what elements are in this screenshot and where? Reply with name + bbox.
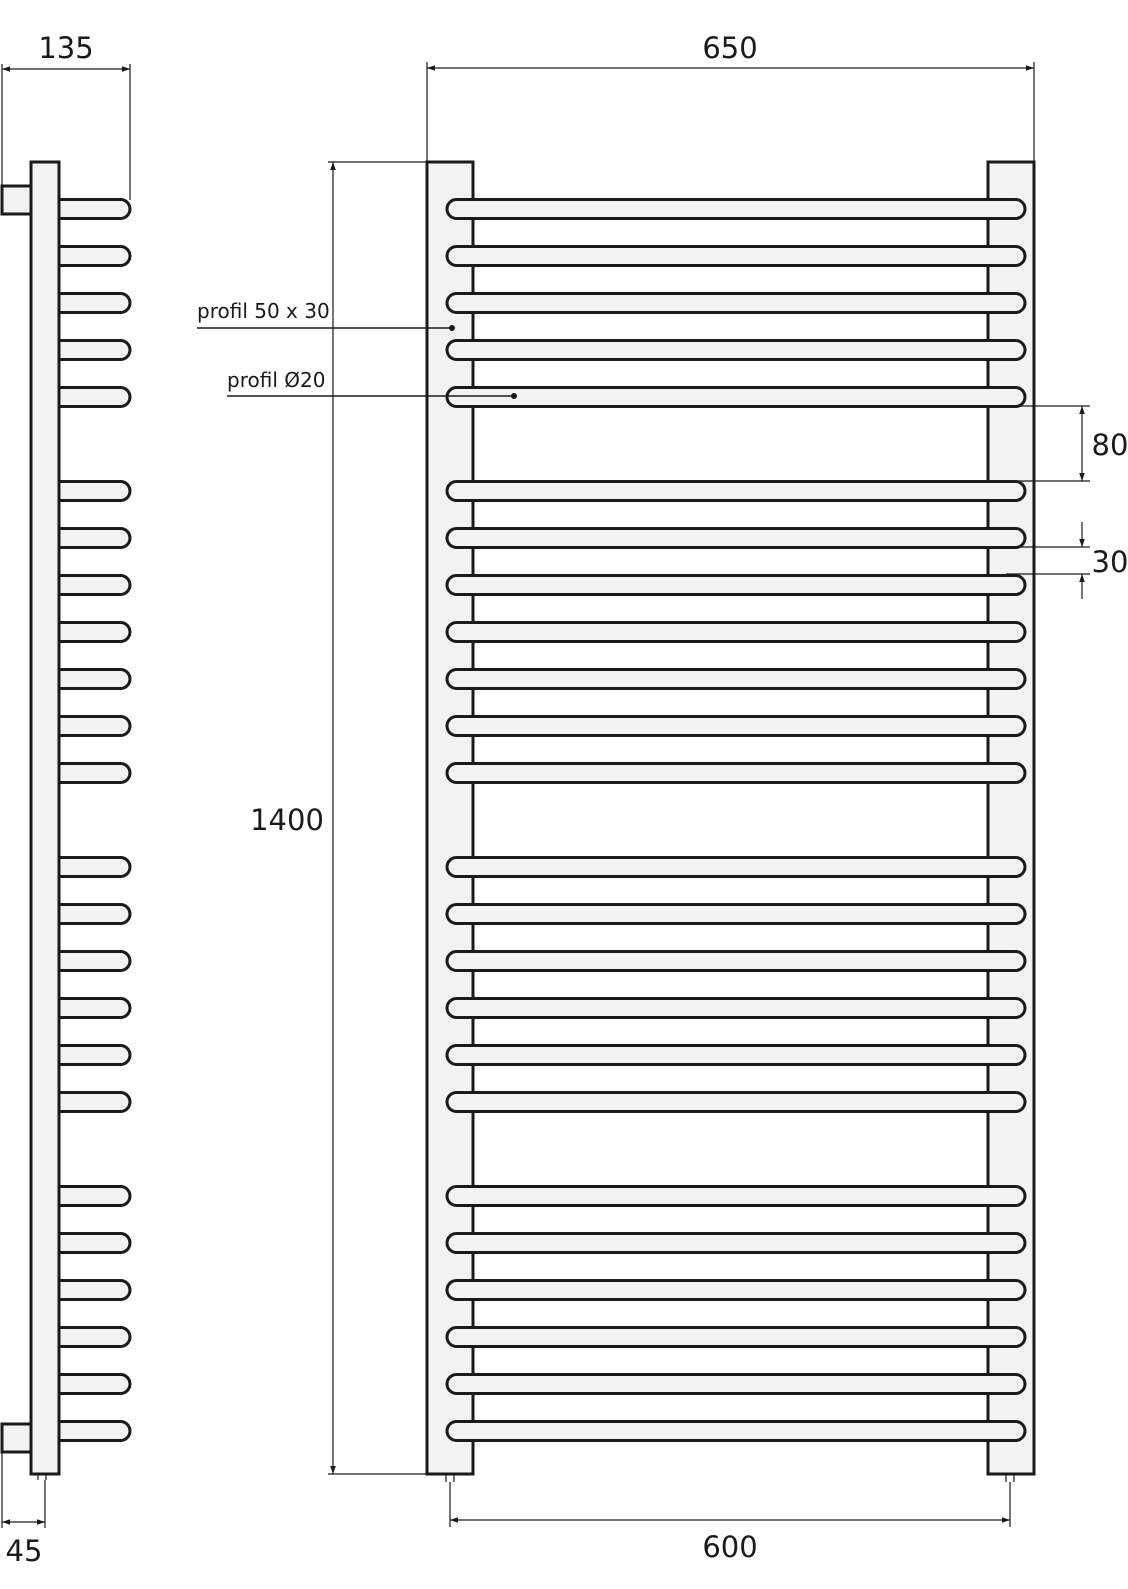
front-tube-7	[447, 529, 1025, 548]
side-vertical-profile	[31, 162, 59, 1474]
front-tube-23	[447, 1375, 1025, 1394]
front-tube-14	[447, 905, 1025, 924]
front-tube-12	[447, 764, 1025, 783]
profile-tube-callout: profil Ø20	[227, 368, 326, 392]
spacing-label: 600	[702, 1530, 758, 1564]
front-tubes	[447, 200, 1025, 1441]
gap-label: 80	[1091, 428, 1128, 462]
side-tube-8	[50, 576, 130, 595]
front-tube-19	[447, 1187, 1025, 1206]
side-view	[2, 31, 130, 1568]
side-tube-19	[50, 1187, 130, 1206]
front-tube-2	[447, 247, 1025, 266]
profile-tube-point	[511, 393, 517, 399]
side-tube-23	[50, 1375, 130, 1394]
front-tube-16	[447, 999, 1025, 1018]
front-tube-9	[447, 623, 1025, 642]
side-tube-3	[50, 294, 130, 313]
front-tube-3	[447, 294, 1025, 313]
pitch-label: 30	[1091, 545, 1128, 579]
offset-label: 45	[5, 1534, 43, 1568]
front-tube-22	[447, 1328, 1025, 1347]
front-tube-6	[447, 482, 1025, 501]
front-tube-5	[447, 388, 1025, 407]
side-tube-21	[50, 1281, 130, 1300]
side-tube-5	[50, 388, 130, 407]
front-tube-8	[447, 576, 1025, 595]
front-tube-10	[447, 670, 1025, 689]
front-tube-18	[447, 1093, 1025, 1112]
side-tube-2	[50, 247, 130, 266]
front-tube-21	[447, 1281, 1025, 1300]
side-tube-12	[50, 764, 130, 783]
side-tube-7	[50, 529, 130, 548]
side-tube-11	[50, 717, 130, 736]
side-tube-24	[50, 1422, 130, 1441]
front-tube-17	[447, 1046, 1025, 1065]
side-bottom-bracket	[2, 1424, 32, 1452]
front-tube-4	[447, 341, 1025, 360]
front-tube-24	[447, 1422, 1025, 1441]
side-tube-20	[50, 1234, 130, 1253]
side-tube-22	[50, 1328, 130, 1347]
side-tube-6	[50, 482, 130, 501]
profile-vertical-point	[449, 325, 455, 331]
side-top-bracket	[2, 186, 32, 214]
side-tube-13	[50, 858, 130, 877]
front-view	[197, 31, 1128, 1564]
profile-vertical-callout: profil 50 x 30	[197, 299, 330, 323]
side-tube-16	[50, 999, 130, 1018]
side-tube-1	[50, 200, 130, 219]
front-tube-1	[447, 200, 1025, 219]
side-tube-17	[50, 1046, 130, 1065]
side-tube-18	[50, 1093, 130, 1112]
width-label: 650	[702, 31, 758, 65]
side-tube-15	[50, 952, 130, 971]
side-tube-9	[50, 623, 130, 642]
side-tube-10	[50, 670, 130, 689]
side-tubes	[50, 200, 130, 1441]
depth-label: 135	[38, 31, 94, 65]
side-tube-4	[50, 341, 130, 360]
height-label: 1400	[250, 803, 324, 837]
front-tube-13	[447, 858, 1025, 877]
front-tube-15	[447, 952, 1025, 971]
front-tube-11	[447, 717, 1025, 736]
front-tube-20	[447, 1234, 1025, 1253]
side-tube-14	[50, 905, 130, 924]
